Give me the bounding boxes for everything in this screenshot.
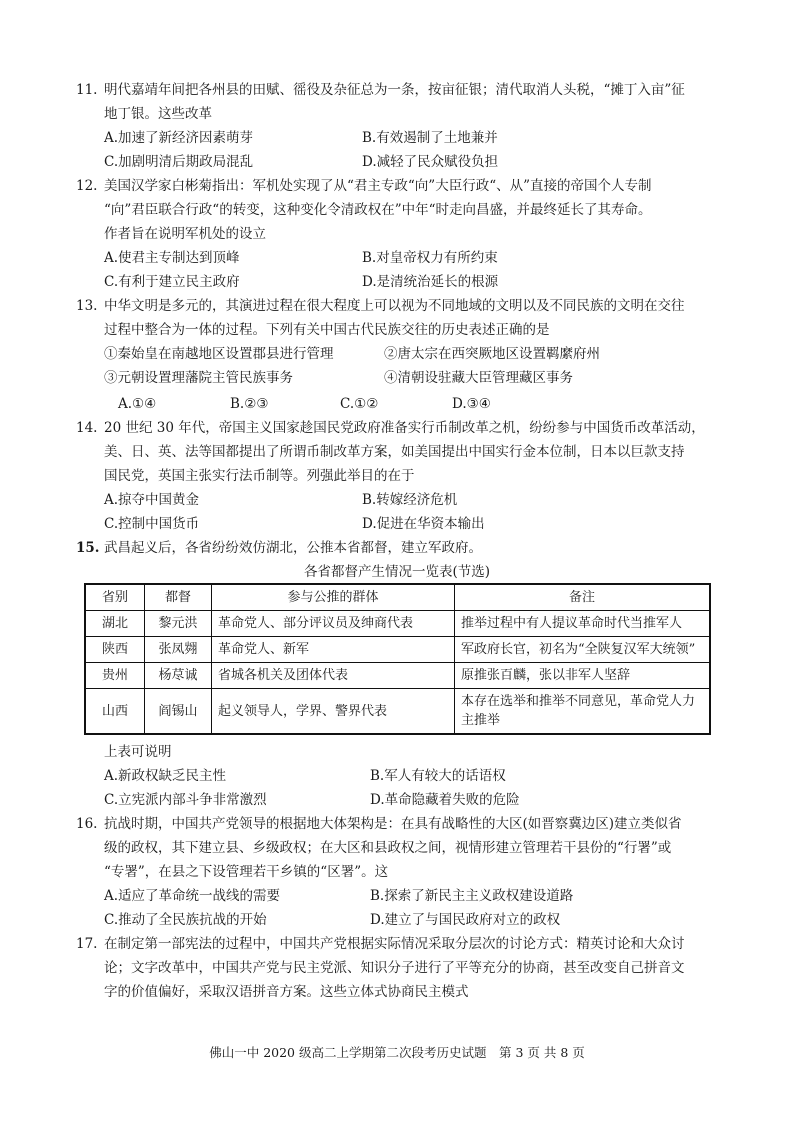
statement-item: ①秦始皇在南越地区设置郡县进行管理 bbox=[104, 346, 334, 362]
option-c[interactable]: C.推动了全民族抗战的开始 bbox=[104, 912, 267, 928]
table-cell: 湖北 bbox=[85, 611, 145, 637]
option-c[interactable]: C.加剧明清后期政局混乱 bbox=[104, 154, 254, 170]
question-text: 级的政权，其下建立县、乡级政权；在大区和县政权之间，视情形建立管理若干县份的“行署”或 bbox=[104, 840, 672, 856]
table-cell: 省城各机关及团体代表 bbox=[212, 663, 455, 689]
question-text: 地丁银。这些改革 bbox=[104, 106, 212, 122]
statement-item: ④清朝设驻藏大臣管理藏区事务 bbox=[384, 370, 573, 386]
option-a[interactable]: A.①④ bbox=[118, 396, 157, 412]
option-c[interactable]: C.控制中国货币 bbox=[104, 516, 200, 532]
option-d[interactable]: D.是清统治延长的根源 bbox=[362, 274, 499, 290]
question-text: 20 世纪 30 年代，帝国主义国家趁国民党政府准备实行币制改革之机，纷纷参与中国货币改革活动， bbox=[104, 420, 705, 436]
table-cell: 陕西 bbox=[85, 637, 145, 663]
table-header-row bbox=[85, 584, 710, 611]
option-b[interactable]: B.对皇帝权力有所约束 bbox=[362, 250, 498, 266]
table-row bbox=[85, 689, 710, 735]
question-text: 中华文明是多元的，其演进过程在很大程度上可以视为不同地域的文明以及不同民族的文明在交往 bbox=[104, 298, 685, 314]
option-d[interactable]: D.建立了与国民政府对立的政权 bbox=[370, 912, 561, 928]
table-cell: 黎元洪 bbox=[145, 611, 212, 637]
option-c[interactable]: C.有利于建立民主政府 bbox=[104, 274, 240, 290]
question-number: 13. bbox=[76, 298, 98, 314]
option-d[interactable]: D.革命隐藏着失败的危险 bbox=[370, 792, 520, 808]
table-cell: 革命党人、部分评议员及绅商代表 bbox=[212, 611, 455, 637]
table-caption: 各省都督产生情况一览表(节选) bbox=[303, 564, 491, 580]
table-cell: 贵州 bbox=[85, 663, 145, 689]
table-cell: 阎锡山 bbox=[145, 689, 212, 735]
question-number: 14. bbox=[76, 420, 98, 436]
question-text: 上表可说明 bbox=[104, 744, 172, 760]
header-notes: 备注 bbox=[455, 584, 711, 611]
question-text: 过程中整合为一体的过程。下列有关中国古代民族交往的历史表述正确的是 bbox=[104, 322, 550, 338]
question-number: 12. bbox=[76, 178, 98, 194]
question-number: 17. bbox=[76, 936, 98, 952]
statement-item: ③元朝设置理藩院主管民族事务 bbox=[104, 370, 293, 386]
table-cell: 军政府长官，初名为“全陕复汉军大统领” bbox=[455, 637, 711, 663]
question-text: 抗战时期，中国共产党领导的根据地大体架构是：在具有战略性的大区(如晋察冀边区)建立类似省 bbox=[104, 816, 682, 832]
question-text: 武昌起义后，各省纷纷效仿湖北，公推本省都督，建立军政府。 bbox=[104, 540, 482, 556]
question-text: 作者旨在说明军机处的设立 bbox=[104, 226, 266, 242]
option-c[interactable]: C.立宪派内部斗争非常激烈 bbox=[104, 792, 267, 808]
option-d[interactable]: D.减轻了民众赋役负担 bbox=[362, 154, 499, 170]
table-cell: 杨荩诚 bbox=[145, 663, 212, 689]
option-c[interactable]: C.①② bbox=[340, 396, 379, 412]
question-text: 国民党，英国主张实行法币制等。列强此举目的在于 bbox=[104, 468, 415, 484]
question-text: “向”君臣联合行政“的转变，这种变化令清政权在”中年“时走向昌盛，并最终延长了其寿命。 bbox=[104, 202, 652, 218]
question-text: 论；文字改革中，中国共产党与民主党派、知识分子进行了平等充分的协商，甚至改变自己拼音文 bbox=[104, 960, 685, 976]
governors-table bbox=[84, 583, 711, 735]
option-b[interactable]: B.转嫁经济危机 bbox=[362, 492, 458, 508]
question-text: 明代嘉靖年间把各州县的田赋、徭役及杂征总为一条，按亩征银；清代取消人头税，“摊丁入亩”征 bbox=[104, 82, 685, 98]
table-cell: 推举过程中有人提议革命时代当推军人 bbox=[455, 611, 711, 637]
option-a[interactable]: A.加速了新经济因素萌芽 bbox=[104, 130, 254, 146]
table-row bbox=[85, 663, 710, 689]
option-a[interactable]: A.使君主专制达到顶峰 bbox=[104, 250, 240, 266]
option-a[interactable]: A.新政权缺乏民主性 bbox=[104, 768, 227, 784]
header-groups: 参与公推的群体 bbox=[212, 584, 455, 611]
question-number: 15. bbox=[76, 540, 100, 556]
option-a[interactable]: A.掠夺中国黄金 bbox=[104, 492, 200, 508]
question-text: “专署”，在县之下设管理若干乡镇的“区署”。这 bbox=[104, 864, 389, 880]
table-cell: 原推张百麟，张以非军人坚辞 bbox=[455, 663, 711, 689]
question-number: 11. bbox=[76, 82, 98, 98]
table-cell: 起义领导人，学界、警界代表 bbox=[212, 689, 455, 735]
question-text: 美、日、英、法等国都提出了所谓币制改革方案，如美国提出中国实行金本位制，日本以巨款支持 bbox=[104, 444, 685, 460]
question-text: 在制定第一部宪法的过程中，中国共产党根据实际情况采取分层次的讨论方式：精英讨论和大众讨 bbox=[104, 936, 685, 952]
option-b[interactable]: B.军人有较大的话语权 bbox=[370, 768, 506, 784]
question-text: 字的价值偏好，采取汉语拼音方案。这些立体式协商民主模式 bbox=[104, 984, 469, 1000]
table-cell: 张凤翙 bbox=[145, 637, 212, 663]
table-cell: 革命党人、新军 bbox=[212, 637, 455, 663]
option-b[interactable]: B.有效遏制了土地兼并 bbox=[362, 130, 498, 146]
table-row bbox=[85, 611, 710, 637]
table-cell: 本存在选举和推举不同意见，革命党人力主推举 bbox=[455, 689, 711, 735]
table-cell: 山西 bbox=[85, 689, 145, 735]
option-b[interactable]: B.探索了新民主主义政权建设道路 bbox=[370, 888, 574, 904]
question-text: 美国汉学家白彬菊指出：军机处实现了从“君主专政“向”大臣行政“、从”直接的帝国个人专制 bbox=[104, 178, 652, 194]
option-d[interactable]: D.③④ bbox=[452, 396, 491, 412]
header-governor: 都督 bbox=[145, 584, 212, 611]
statement-item: ②唐太宗在西突厥地区设置羁縻府州 bbox=[384, 346, 600, 362]
question-number: 16. bbox=[76, 816, 98, 832]
option-a[interactable]: A.适应了革命统一战线的需要 bbox=[104, 888, 281, 904]
table-row bbox=[85, 637, 710, 663]
option-b[interactable]: B.②③ bbox=[230, 396, 269, 412]
page-footer: 佛山一中 2020 级高二上学期第二次段考历史试题 第 3 页 共 8 页 bbox=[209, 1045, 585, 1060]
option-d[interactable]: D.促进在华资本输出 bbox=[362, 516, 485, 532]
header-province: 省别 bbox=[85, 584, 145, 611]
